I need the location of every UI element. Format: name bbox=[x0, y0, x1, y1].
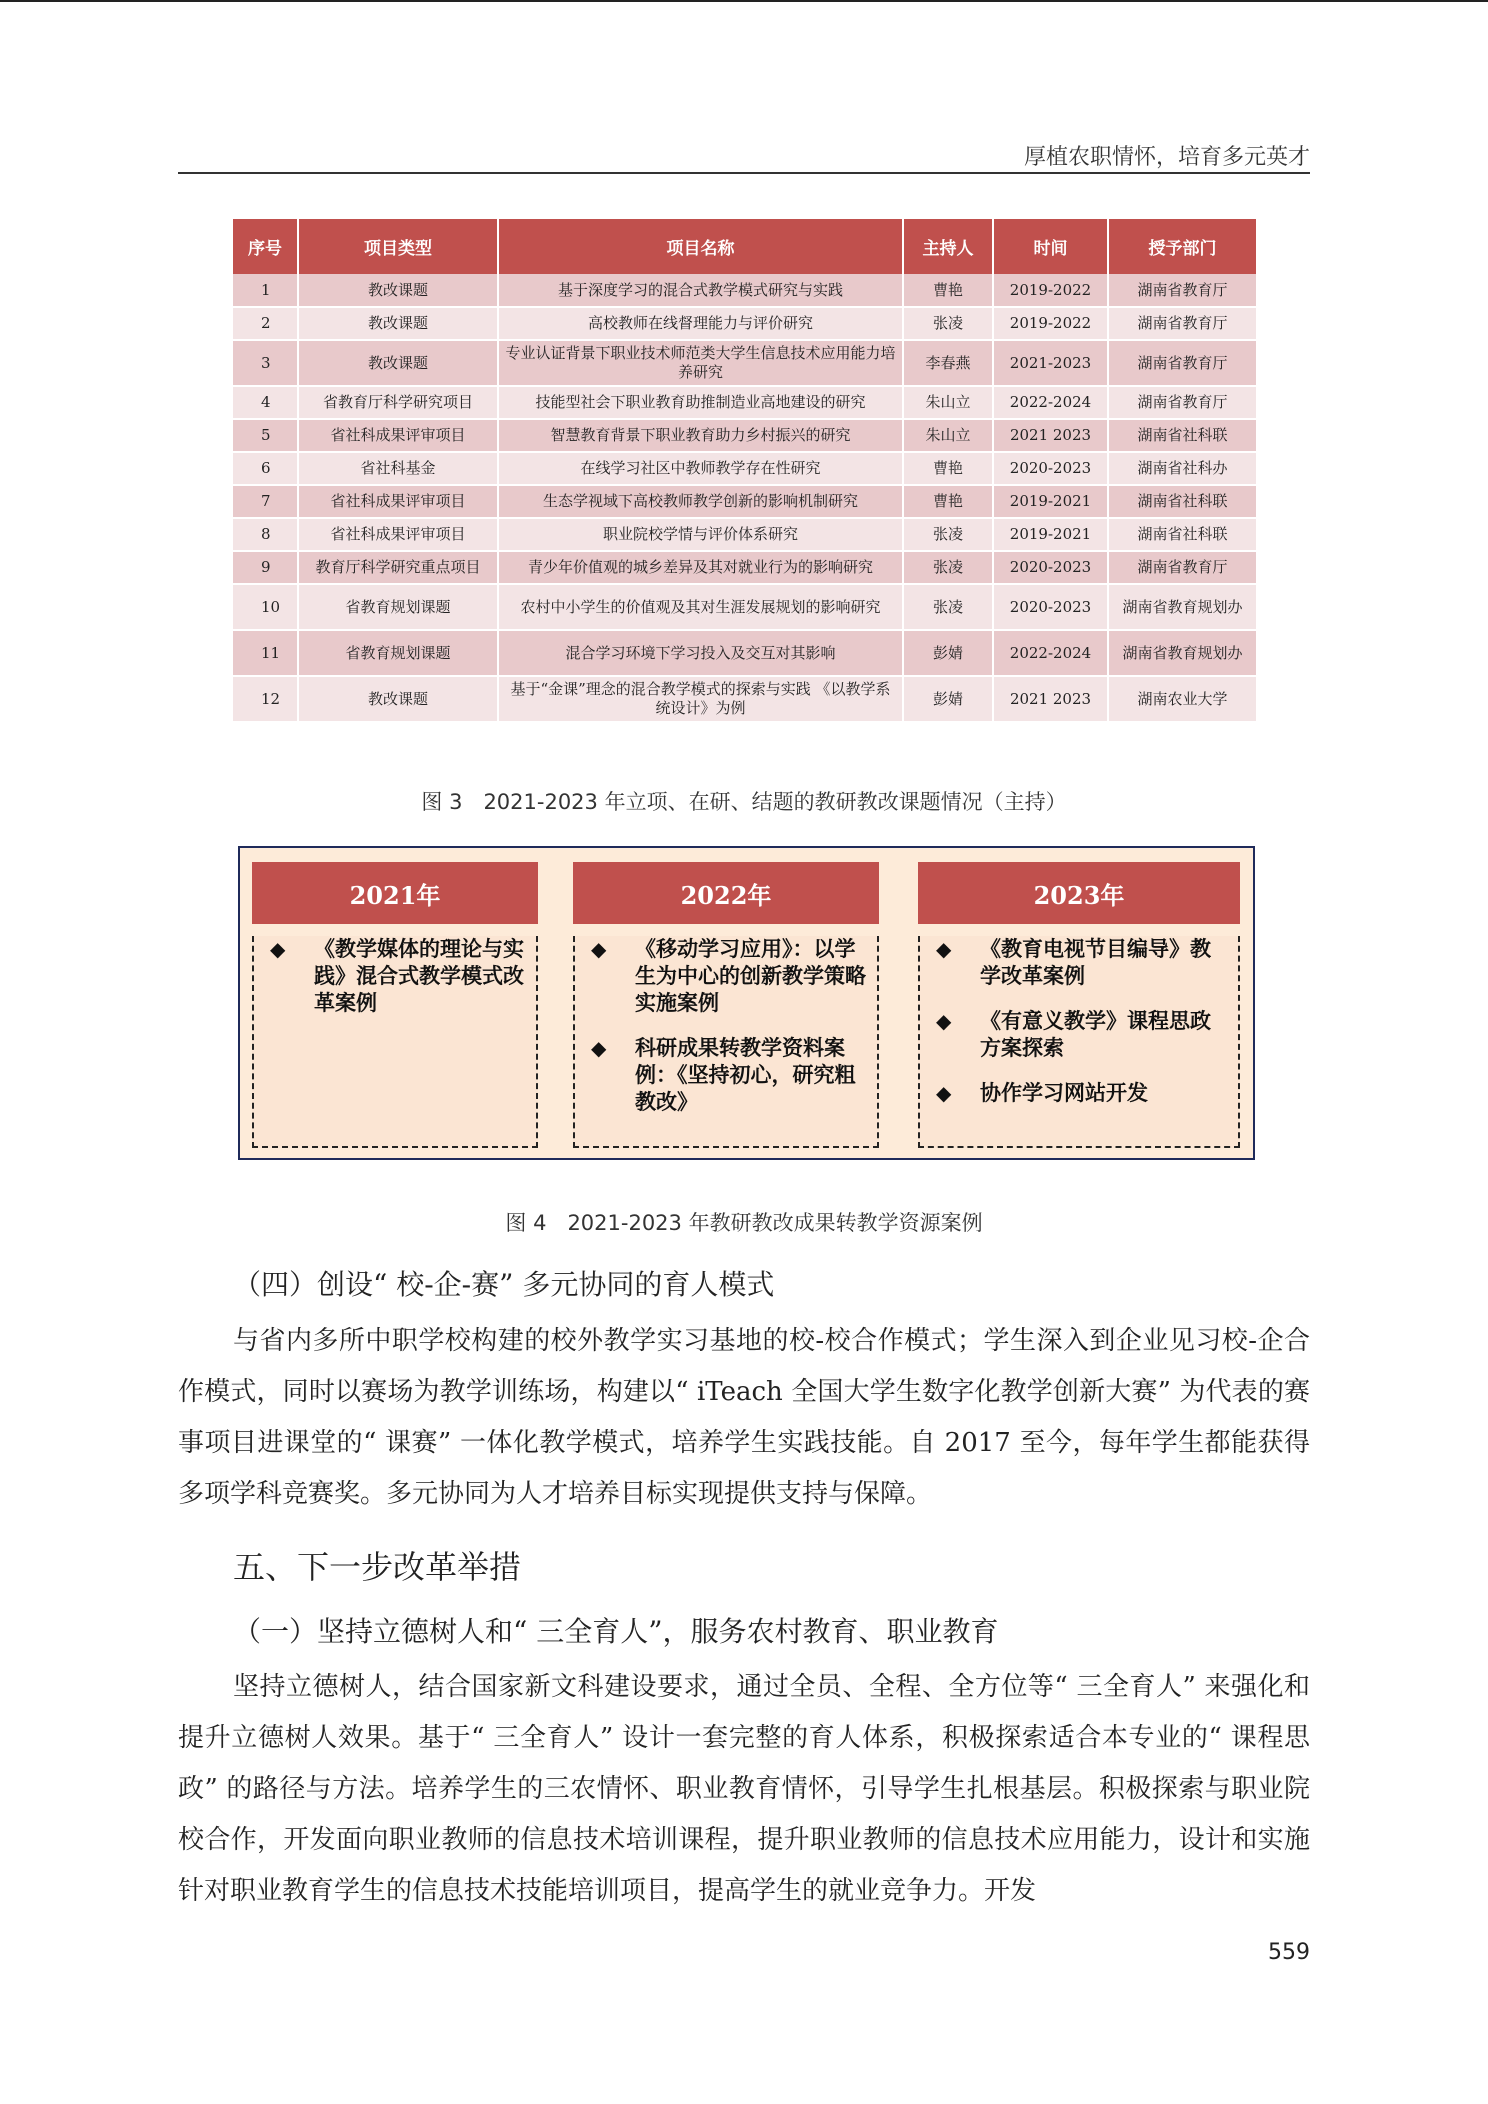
cell-seq: 8 bbox=[233, 518, 298, 551]
table-row bbox=[233, 551, 1257, 584]
case-item: ◆ 《有意义教学》课程思政方案探索 bbox=[936, 1009, 1211, 1060]
cell-dept: 湖南省教育厅 bbox=[1108, 307, 1257, 340]
cell-name: 混合学习环境下学习投入及交互对其影响 bbox=[498, 630, 903, 676]
header-time: 时间 bbox=[993, 219, 1108, 274]
cell-type: 省社科基金 bbox=[298, 452, 498, 485]
cell-time: 2021-2023 bbox=[993, 340, 1108, 386]
cell-type: 省社科成果评审项目 bbox=[298, 419, 498, 452]
table-row bbox=[233, 340, 1257, 386]
cell-type: 省教育规划课题 bbox=[298, 630, 498, 676]
cell-dept: 湖南省教育规划办 bbox=[1108, 630, 1257, 676]
table-row bbox=[233, 274, 1257, 307]
figure4-caption: 图 4 2021-2023 年教研教改成果转教学资源案例 bbox=[505, 1211, 983, 1235]
cell-time: 2022-2024 bbox=[993, 630, 1108, 676]
cell-host: 彭婧 bbox=[903, 630, 993, 676]
cell-type: 教改课题 bbox=[298, 274, 498, 307]
cell-time: 2021 2023 bbox=[993, 676, 1108, 722]
cell-time: 2022-2024 bbox=[993, 386, 1108, 419]
cell-host: 朱山立 bbox=[903, 386, 993, 419]
projects-table bbox=[233, 219, 1257, 723]
year-column-2022 bbox=[573, 862, 879, 1148]
cell-type: 教育厅科学研究重点项目 bbox=[298, 551, 498, 584]
cell-type: 省教育规划课题 bbox=[298, 584, 498, 630]
diamond-bullet-icon: ◆ bbox=[591, 1036, 607, 1060]
cell-host: 张凌 bbox=[903, 518, 993, 551]
cell-time: 2021 2023 bbox=[993, 419, 1108, 452]
cell-dept: 湖南省教育厅 bbox=[1108, 340, 1257, 386]
cell-type: 教改课题 bbox=[298, 676, 498, 722]
cell-name: 技能型社会下职业教育助推制造业高地建设的研究 bbox=[498, 386, 903, 419]
cell-dept: 湖南省教育厅 bbox=[1108, 274, 1257, 307]
figure3-caption: 图 3 2021-2023 年立项、在研、结题的教研教改课题情况（主持） bbox=[421, 790, 1067, 814]
section4-paragraph: 与省内多所中职学校构建的校外教学实习基地的校-校合作模式；学生深入到企业见习校-企合作模式，同时以赛场为教学训练场，构建以“ iTeach 全国大学生数字化教学创新大赛” 为代表的赛事项目进课堂的“ 课赛” 一体化教学模式，培养学生实践技能。自 2017 至今，每年学生都能获得多项学科竞赛奖。多元协同为人才培养目标实现提供支持与保障。 bbox=[178, 1326, 1310, 1509]
case-list bbox=[252, 936, 538, 1148]
header-seq: 序号 bbox=[233, 219, 298, 274]
top-border bbox=[0, 0, 1488, 2]
section5-1-heading: （一）坚持立德树人和“ 三全育人”，服务农村教育、职业教育 bbox=[233, 1615, 999, 1648]
cell-host: 曹艳 bbox=[903, 485, 993, 518]
cell-host: 朱山立 bbox=[903, 419, 993, 452]
cell-seq: 2 bbox=[233, 307, 298, 340]
cell-type: 省社科成果评审项目 bbox=[298, 518, 498, 551]
case-item: ◆ 《教学媒体的理论与实践》混合式教学模式改革案例 bbox=[270, 937, 524, 1015]
table-row bbox=[233, 485, 1257, 518]
cell-time: 2019-2022 bbox=[993, 274, 1108, 307]
cell-name: 职业院校学情与评价体系研究 bbox=[498, 518, 903, 551]
cell-name: 智慧教育背景下职业教育助力乡村振兴的研究 bbox=[498, 419, 903, 452]
cell-host: 彭婧 bbox=[903, 676, 993, 722]
header-rule bbox=[178, 172, 1310, 174]
cell-seq: 5 bbox=[233, 419, 298, 452]
cell-type: 省教育厅科学研究项目 bbox=[298, 386, 498, 419]
cell-dept: 湖南省社科办 bbox=[1108, 452, 1257, 485]
cell-host: 曹艳 bbox=[903, 274, 993, 307]
cell-seq: 11 bbox=[233, 630, 298, 676]
table-row bbox=[233, 386, 1257, 419]
diamond-bullet-icon: ◆ bbox=[936, 1009, 952, 1033]
cell-seq: 10 bbox=[233, 584, 298, 630]
cell-dept: 湖南省教育厅 bbox=[1108, 551, 1257, 584]
section5-heading: 五、下一步改革举措 bbox=[233, 1548, 522, 1586]
case-item: ◆ 协作学习网站开发 bbox=[936, 1081, 1148, 1105]
header-host: 主持人 bbox=[903, 219, 993, 274]
header-name: 项目名称 bbox=[498, 219, 903, 274]
cell-host: 张凌 bbox=[903, 584, 993, 630]
header-type: 项目类型 bbox=[298, 219, 498, 274]
table-row bbox=[233, 676, 1257, 722]
cell-host: 曹艳 bbox=[903, 452, 993, 485]
section5-1-paragraph: 坚持立德树人，结合国家新文科建设要求，通过全员、全程、全方位等“ 三全育人” 来强化和提升立德树人效果。基于“ 三全育人” 设计一套完整的育人体系，积极探索适合本专业的“ 课程思政” 的路径与方法。培养学生的三农情怀、职业教育情怀，引导学生扎根基层。积极探索与职业院校合作，开发面向职业教师的信息技术培训课程，提升职业教师的信息技术应用能力，设计和实施针对职业教育学生的信息技术技能培训项目，提高学生的就业竞争力。开发 bbox=[178, 1672, 1310, 1906]
cell-seq: 9 bbox=[233, 551, 298, 584]
cell-time: 2019-2021 bbox=[993, 518, 1108, 551]
cell-name: 农村中小学生的价值观及其对生涯发展规划的影响研究 bbox=[498, 584, 903, 630]
cell-name: 高校教师在线督理能力与评价研究 bbox=[498, 307, 903, 340]
cell-name: 基于“金课”理念的混合教学模式的探索与实践 《以教学系统设计》为例 bbox=[498, 676, 903, 722]
cell-time: 2019-2022 bbox=[993, 307, 1108, 340]
table-row bbox=[233, 452, 1257, 485]
table-row bbox=[233, 307, 1257, 340]
table-row bbox=[233, 518, 1257, 551]
year-column-2023 bbox=[918, 862, 1240, 1148]
case-item: ◆ 《教育电视节目编导》教学改革案例 bbox=[936, 937, 1211, 988]
diamond-bullet-icon: ◆ bbox=[936, 1081, 952, 1105]
case-item: ◆ 《移动学习应用》：以学生为中心的创新教学策略实施案例 bbox=[591, 937, 866, 1015]
cell-dept: 湖南省社科联 bbox=[1108, 485, 1257, 518]
running-head: 厚植农职情怀，培育多元英才 bbox=[1023, 145, 1310, 170]
table-header-row bbox=[233, 219, 1257, 274]
cell-host: 李春燕 bbox=[903, 340, 993, 386]
cell-dept: 湖南省教育规划办 bbox=[1108, 584, 1257, 630]
year-header: 2022年 bbox=[573, 862, 879, 924]
cell-seq: 3 bbox=[233, 340, 298, 386]
case-list bbox=[918, 936, 1240, 1148]
year-column-2021 bbox=[252, 862, 538, 1148]
cell-seq: 7 bbox=[233, 485, 298, 518]
table-row bbox=[233, 584, 1257, 630]
cell-dept: 湖南农业大学 bbox=[1108, 676, 1257, 722]
cell-name: 生态学视域下高校教师教学创新的影响机制研究 bbox=[498, 485, 903, 518]
cell-time: 2019-2021 bbox=[993, 485, 1108, 518]
section4-heading: （四）创设“ 校-企-赛” 多元协同的育人模式 bbox=[233, 1268, 775, 1301]
table-row bbox=[233, 419, 1257, 452]
cell-time: 2020-2023 bbox=[993, 452, 1108, 485]
cell-dept: 湖南省社科联 bbox=[1108, 419, 1257, 452]
cell-name: 在线学习社区中教师教学存在性研究 bbox=[498, 452, 903, 485]
figure4-panel bbox=[238, 846, 1255, 1160]
cell-seq: 1 bbox=[233, 274, 298, 307]
diamond-bullet-icon: ◆ bbox=[270, 937, 286, 961]
case-list bbox=[573, 936, 879, 1148]
cell-name: 专业认证背景下职业技术师范类大学生信息技术应用能力培养研究 bbox=[498, 340, 903, 386]
cell-type: 教改课题 bbox=[298, 340, 498, 386]
cell-seq: 6 bbox=[233, 452, 298, 485]
header-dept: 授予部门 bbox=[1108, 219, 1257, 274]
cell-type: 省社科成果评审项目 bbox=[298, 485, 498, 518]
cell-host: 张凌 bbox=[903, 551, 993, 584]
diamond-bullet-icon: ◆ bbox=[591, 937, 607, 961]
cell-name: 基于深度学习的混合式教学模式研究与实践 bbox=[498, 274, 903, 307]
cell-seq: 4 bbox=[233, 386, 298, 419]
year-header: 2023年 bbox=[918, 862, 1240, 924]
cell-name: 青少年价值观的城乡差异及其对就业行为的影响研究 bbox=[498, 551, 903, 584]
cell-type: 教改课题 bbox=[298, 307, 498, 340]
diamond-bullet-icon: ◆ bbox=[936, 937, 952, 961]
cell-time: 2020-2023 bbox=[993, 551, 1108, 584]
cell-seq: 12 bbox=[233, 676, 298, 722]
cell-dept: 湖南省教育厅 bbox=[1108, 386, 1257, 419]
cell-dept: 湖南省社科联 bbox=[1108, 518, 1257, 551]
page-number: 559 bbox=[1268, 1940, 1310, 1965]
year-header: 2021年 bbox=[252, 862, 538, 924]
cell-time: 2020-2023 bbox=[993, 584, 1108, 630]
case-item: ◆ 科研成果转教学资料案例：《坚持初心，研究粗教改》 bbox=[591, 1036, 856, 1114]
cell-host: 张凌 bbox=[903, 307, 993, 340]
table-row bbox=[233, 630, 1257, 676]
